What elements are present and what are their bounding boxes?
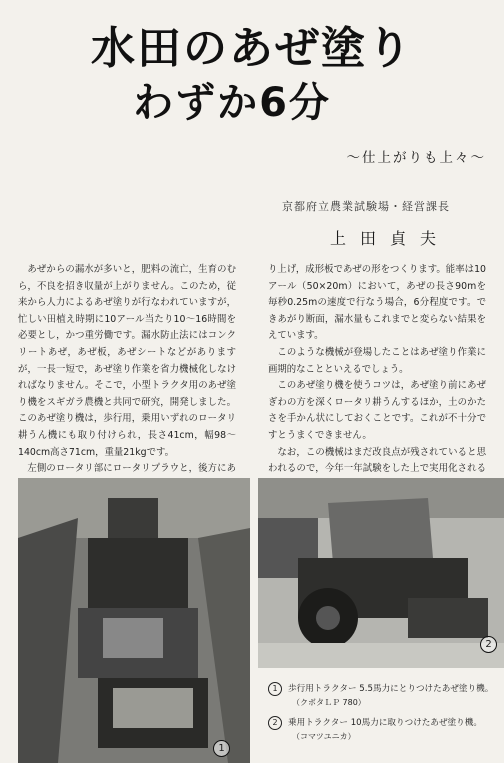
subtitle: 〜仕上がりも上々〜 [346,150,486,166]
caption-2 [268,716,498,744]
photo-captions [268,682,498,750]
body-paragraph: り上げ，成形板であぜの形をつくります。能率は10アール（50×20m）において，あぜの長さ90mを毎秒0.25mの速度で行なう場合，6分程度です。できあがり断面，漏水量もこれまでと変らない結果をえています。 [268,264,486,342]
author-affiliation: 京都府立農業試験場・経営課長 [282,200,450,213]
caption-subtext: （コマツユニカ） [292,732,356,741]
photo-riding-tractor [258,478,504,668]
caption-text: 歩行用トラクター 5.5馬力にとりつけたあぜ塗り機。 [288,684,494,694]
body-paragraph: このような機械が登場したことはあぜ塗り作業に画期的なことといえるでしょう。 [268,346,486,375]
photo-walking-tractor [18,478,250,763]
body-paragraph: あぜからの漏水が多いと，肥料の流亡，生育のむら，不良を招き収量が上がりません。このため，従来から人力によるあぜ塗りが行なわれていますが，忙しい田植え時期に10アール当たり10〜16時間を必要とし，かつ重労働です。漏水防止法にはコンクリートあぜ，あぜ板，あぜシートなどがありますが，一長一短で，あぜ塗り作業を省力機械化しなければなりません。そこで，小型トラクタ用のあぜ塗り機をスギガラ農機と共同で研究，開発しました。このあぜ塗り機は，歩行用，乗用いずれのロータリ耕うん機にも取り付けられ，長さ41cm，幅98〜140cm高さ71cm，重量21kgです。 [18,264,236,458]
body-paragraph: このあぜ塗り機を使うコツは，あぜ塗り前にあぜぎわの方を深くロータリ耕うんするほか，土のかたさを手かん状にしておくことです。これが不十分ですとうまくできません。 [268,380,486,441]
body-column-right [268,262,486,494]
body-paragraph: 左側のロータリ部にロータリプラウと，後方にあ [27,463,236,475]
caption-number: 2 [268,716,282,730]
photo-riding-tractor-image [258,478,504,668]
photo-walking-tractor-image [18,478,250,763]
caption-subtext: （クボタＬＰ 780） [292,698,366,707]
photo-number-2: 2 [480,636,497,653]
title-line-2: わずか6分 [133,80,331,126]
author-name: 上田貞夫 [330,229,451,248]
caption-text: 乗用トラクター 10馬力に取りつけたあぜ塗り機。 [288,718,482,728]
caption-number: 1 [268,682,282,696]
caption-1 [268,682,498,710]
body-paragraph: なお，この機械はまだ改良点が残されていると思われるので，今年一年試験をした上で実用化される [268,446,486,475]
title-line-1: 水田のあぜ塗り [91,23,413,74]
photo-number-1: 1 [213,740,230,757]
